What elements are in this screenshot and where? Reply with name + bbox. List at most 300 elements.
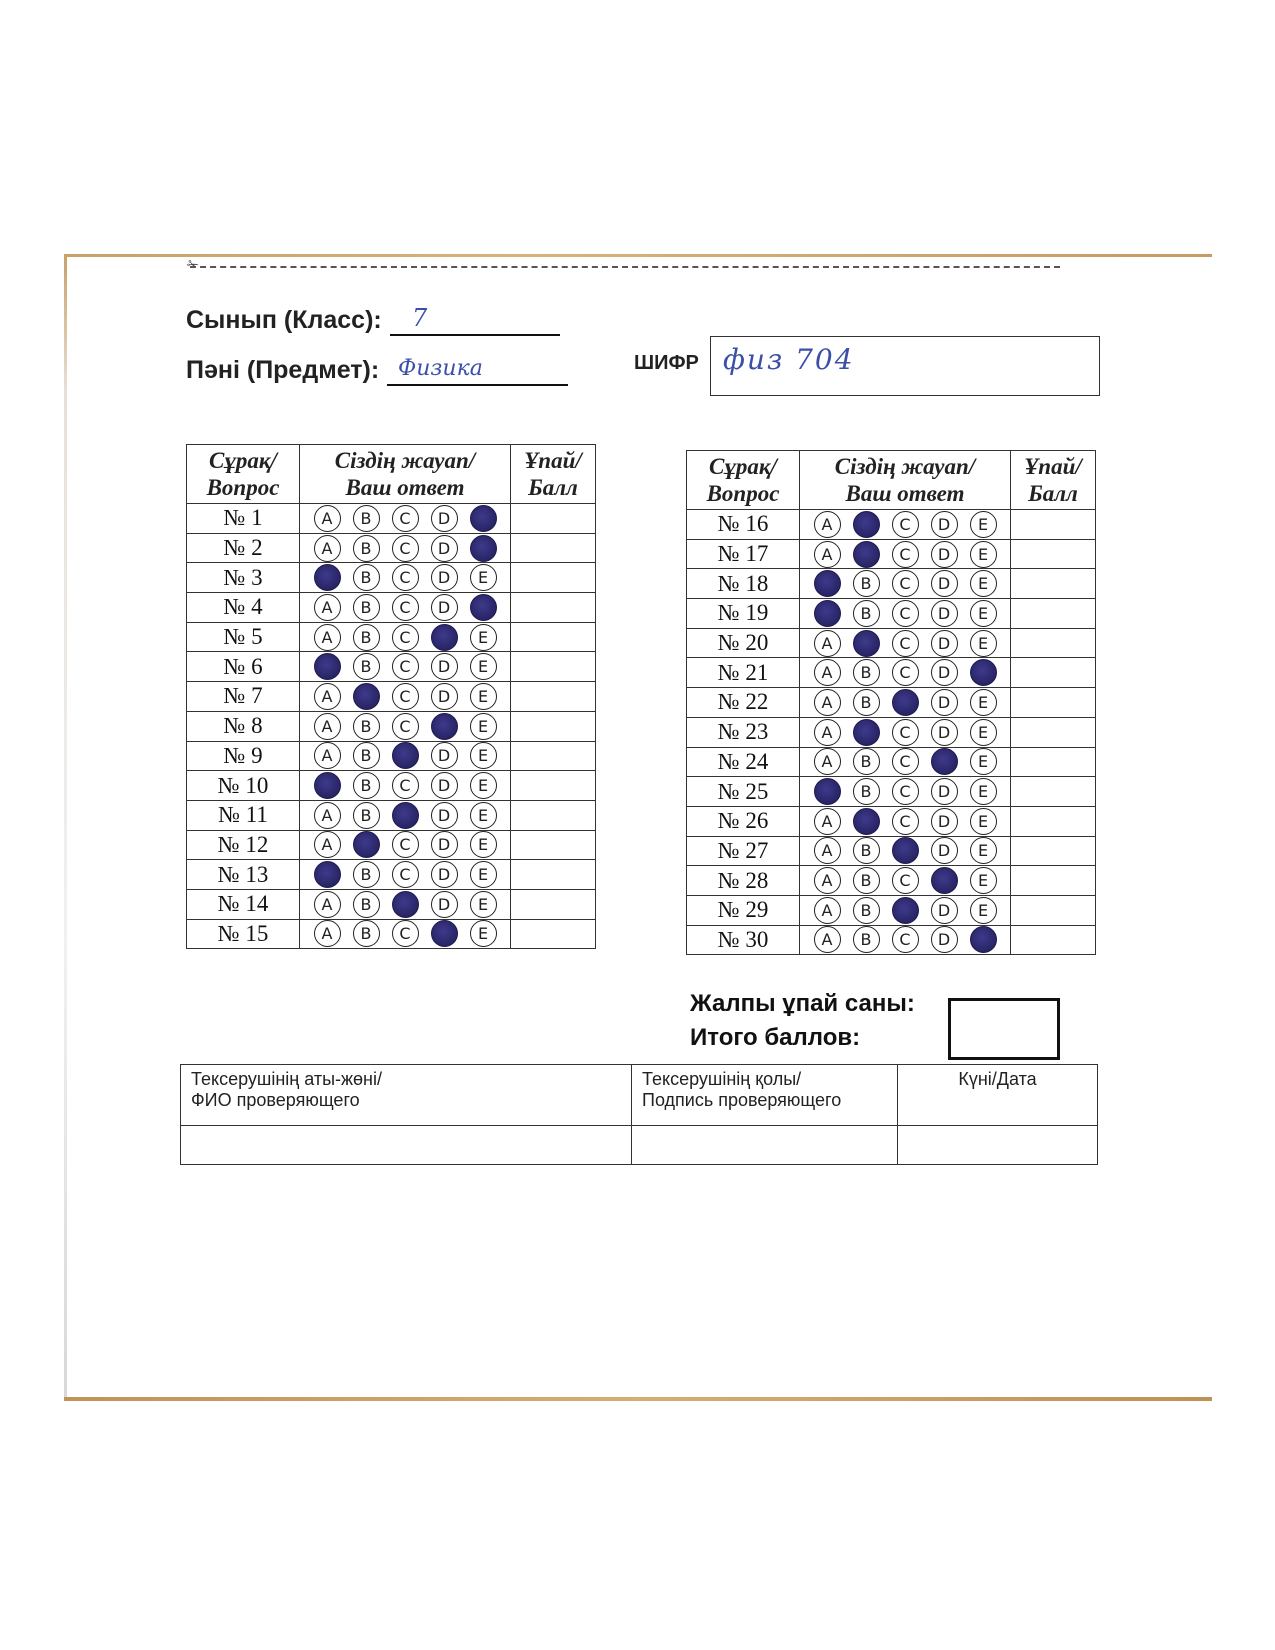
question-row: [687, 539, 1096, 569]
answer-bubbles: [800, 895, 1011, 925]
answer-bubbles: [800, 806, 1011, 836]
bubble-b[interactable]: B: [353, 505, 380, 532]
checker-signature-header: Тексерушінің қолы/ Подпись проверяющего: [632, 1065, 898, 1126]
question-row: [187, 800, 596, 830]
score-cell[interactable]: [511, 889, 596, 919]
bubble-c[interactable]: C: [392, 505, 419, 532]
bubble-a[interactable]: [814, 570, 841, 597]
question-number: № 16: [687, 510, 800, 540]
question-row: [687, 599, 1096, 629]
question-row: [187, 504, 596, 534]
bubble-d[interactable]: D: [431, 802, 458, 829]
bubble-b[interactable]: B: [353, 564, 380, 591]
bubble-a[interactable]: [314, 653, 341, 680]
answer-bubbles: [300, 622, 511, 652]
bubble-e[interactable]: E: [970, 778, 997, 805]
question-row: [187, 889, 596, 919]
bubble-e[interactable]: E: [970, 719, 997, 746]
bubble-d[interactable]: D: [931, 897, 958, 924]
bubble-c[interactable]: C: [392, 594, 419, 621]
cipher-value: физ 704: [723, 343, 855, 376]
bubble-b[interactable]: [853, 630, 880, 657]
bubble-b[interactable]: B: [353, 594, 380, 621]
question-row: [187, 622, 596, 652]
total-label-kz: Жалпы ұпай саны:: [690, 990, 915, 1017]
answer-bubbles: [300, 919, 511, 949]
question-row: [187, 919, 596, 949]
bubble-a[interactable]: A: [314, 920, 341, 947]
bubble-d[interactable]: [931, 748, 958, 775]
bubble-d[interactable]: D: [931, 808, 958, 835]
bubble-c[interactable]: C: [392, 831, 419, 858]
class-underline: [390, 334, 560, 336]
bubble-d[interactable]: D: [931, 837, 958, 864]
bubble-d[interactable]: D: [931, 778, 958, 805]
bubble-a[interactable]: [814, 600, 841, 627]
answers-table-right: [686, 450, 1096, 955]
answer-bubbles: [300, 741, 511, 771]
bubble-d[interactable]: D: [431, 505, 458, 532]
question-number: № 18: [687, 569, 800, 599]
question-row: [187, 830, 596, 860]
question-row: [187, 593, 596, 623]
bubble-d[interactable]: [431, 624, 458, 651]
question-number: № 9: [187, 741, 300, 771]
bubble-e[interactable]: E: [470, 713, 497, 740]
checker-name-cell[interactable]: [181, 1126, 632, 1165]
bubble-a[interactable]: A: [314, 742, 341, 769]
question-row: [687, 717, 1096, 747]
bubble-d[interactable]: D: [931, 630, 958, 657]
score-cell[interactable]: [1011, 777, 1096, 807]
bubble-a[interactable]: A: [314, 831, 341, 858]
bubble-c[interactable]: C: [392, 920, 419, 947]
bubble-d[interactable]: D: [431, 594, 458, 621]
bubble-e[interactable]: [470, 594, 497, 621]
bubble-b[interactable]: B: [353, 535, 380, 562]
score-cell[interactable]: [511, 682, 596, 712]
bubble-b[interactable]: B: [853, 778, 880, 805]
bubble-b[interactable]: B: [853, 570, 880, 597]
class-label: Сынып (Класс):: [186, 306, 382, 334]
bubble-c[interactable]: C: [392, 683, 419, 710]
bubble-c[interactable]: C: [892, 600, 919, 627]
answer-bubbles: [300, 563, 511, 593]
bubble-c[interactable]: C: [892, 541, 919, 568]
question-row: [687, 658, 1096, 688]
bubble-c[interactable]: C: [892, 748, 919, 775]
answer-bubbles: [800, 925, 1011, 955]
bubble-d[interactable]: D: [931, 689, 958, 716]
bubble-b[interactable]: [353, 683, 380, 710]
bubble-d[interactable]: D: [431, 772, 458, 799]
bubble-c[interactable]: [892, 837, 919, 864]
answer-bubbles: [300, 533, 511, 563]
cipher-label: ШИФР: [634, 352, 699, 374]
bubble-b[interactable]: [853, 541, 880, 568]
score-cell[interactable]: [511, 622, 596, 652]
question-header: Сұрақ/ Вопрос: [687, 451, 800, 510]
question-row: [687, 836, 1096, 866]
score-cell[interactable]: [1011, 688, 1096, 718]
bubble-b[interactable]: B: [853, 748, 880, 775]
score-cell[interactable]: [1011, 510, 1096, 540]
bubble-b[interactable]: B: [853, 600, 880, 627]
score-cell[interactable]: [1011, 658, 1096, 688]
answer-bubbles: [800, 717, 1011, 747]
bubble-e[interactable]: E: [970, 689, 997, 716]
bubble-a[interactable]: A: [314, 535, 341, 562]
score-cell[interactable]: [511, 830, 596, 860]
question-number: № 27: [687, 836, 800, 866]
bubble-b[interactable]: [853, 719, 880, 746]
total-label-ru: Итого баллов:: [690, 1024, 861, 1051]
bubble-e[interactable]: [470, 505, 497, 532]
cipher-box: [710, 336, 1100, 396]
bubble-d[interactable]: D: [431, 683, 458, 710]
bubble-e[interactable]: E: [970, 808, 997, 835]
question-number: № 22: [687, 688, 800, 718]
bubble-d[interactable]: D: [931, 570, 958, 597]
bubble-b[interactable]: B: [353, 742, 380, 769]
answer-bubbles: [300, 652, 511, 682]
bubble-c[interactable]: C: [892, 570, 919, 597]
date-cell[interactable]: [898, 1126, 1098, 1165]
question-number: № 11: [187, 800, 300, 830]
signoff-table: [180, 1064, 1098, 1165]
answer-bubbles: [300, 860, 511, 890]
bubble-c[interactable]: C: [392, 564, 419, 591]
answer-bubbles: [300, 682, 511, 712]
score-cell[interactable]: [1011, 925, 1096, 955]
question-row: [687, 510, 1096, 540]
bubble-e[interactable]: E: [470, 861, 497, 888]
bubble-d[interactable]: [431, 920, 458, 947]
bubble-a[interactable]: A: [814, 837, 841, 864]
bubble-d[interactable]: D: [431, 653, 458, 680]
bubble-e[interactable]: E: [970, 630, 997, 657]
question-row: [687, 866, 1096, 896]
question-row: [687, 895, 1096, 925]
bubble-c[interactable]: C: [392, 535, 419, 562]
bubble-c[interactable]: C: [892, 778, 919, 805]
score-cell[interactable]: [511, 593, 596, 623]
question-number: № 17: [687, 539, 800, 569]
bubble-b[interactable]: [853, 808, 880, 835]
score-cell[interactable]: [511, 800, 596, 830]
bubble-c[interactable]: C: [892, 511, 919, 538]
question-row: [187, 652, 596, 682]
score-cell[interactable]: [1011, 866, 1096, 896]
bubble-d[interactable]: D: [431, 564, 458, 591]
question-row: [687, 688, 1096, 718]
question-number: № 29: [687, 895, 800, 925]
question-number: № 8: [187, 711, 300, 741]
bubble-b[interactable]: B: [853, 926, 880, 953]
question-row: [187, 741, 596, 771]
answer-bubbles: [800, 628, 1011, 658]
score-cell[interactable]: [1011, 599, 1096, 629]
question-number: № 14: [187, 889, 300, 919]
bubble-d[interactable]: D: [931, 541, 958, 568]
cut-line: [190, 266, 1060, 268]
bubble-c[interactable]: C: [892, 630, 919, 657]
bubble-e[interactable]: E: [470, 624, 497, 651]
bubble-e[interactable]: [970, 926, 997, 953]
bubble-d[interactable]: D: [931, 511, 958, 538]
bubble-c[interactable]: C: [392, 772, 419, 799]
bubble-a[interactable]: A: [814, 689, 841, 716]
answer-bubbles: [300, 889, 511, 919]
answer-bubbles: [800, 747, 1011, 777]
question-number: № 12: [187, 830, 300, 860]
bubble-c[interactable]: C: [892, 867, 919, 894]
question-row: [687, 569, 1096, 599]
bubble-a[interactable]: A: [314, 713, 341, 740]
class-value: 7: [412, 304, 428, 332]
question-row: [687, 806, 1096, 836]
bubble-b[interactable]: B: [353, 772, 380, 799]
scissors-icon: ✁: [187, 256, 199, 272]
answer-header: Сіздің жауап/ Ваш ответ: [800, 451, 1011, 510]
answer-bubbles: [300, 771, 511, 801]
bubble-e[interactable]: E: [470, 742, 497, 769]
score-cell[interactable]: [1011, 569, 1096, 599]
question-number: № 15: [187, 919, 300, 949]
bubble-d[interactable]: D: [431, 742, 458, 769]
question-number: № 4: [187, 593, 300, 623]
bubble-e[interactable]: E: [970, 570, 997, 597]
bubble-b[interactable]: B: [353, 920, 380, 947]
question-row: [187, 563, 596, 593]
score-cell[interactable]: [1011, 806, 1096, 836]
question-number: № 25: [687, 777, 800, 807]
score-cell[interactable]: [511, 771, 596, 801]
answers-table-left: [186, 444, 596, 949]
bubble-b[interactable]: [853, 511, 880, 538]
bubble-c[interactable]: C: [392, 861, 419, 888]
score-cell[interactable]: [511, 711, 596, 741]
question-row: [187, 860, 596, 890]
bubble-a[interactable]: [314, 772, 341, 799]
bubble-a[interactable]: A: [814, 748, 841, 775]
question-number: № 23: [687, 717, 800, 747]
bubble-d[interactable]: [431, 713, 458, 740]
score-cell[interactable]: [1011, 895, 1096, 925]
bubble-c[interactable]: C: [892, 808, 919, 835]
bubble-e[interactable]: E: [970, 748, 997, 775]
bubble-e[interactable]: E: [970, 541, 997, 568]
bubble-b[interactable]: B: [853, 897, 880, 924]
checker-signature-cell[interactable]: [632, 1126, 898, 1165]
question-number: № 5: [187, 622, 300, 652]
bubble-e[interactable]: E: [470, 891, 497, 918]
scan-edge-bottom: [64, 1397, 1212, 1401]
question-number: № 26: [687, 806, 800, 836]
question-row: [187, 682, 596, 712]
bubble-a[interactable]: A: [814, 541, 841, 568]
score-cell[interactable]: [511, 504, 596, 534]
date-header: Күні/Дата: [898, 1065, 1098, 1126]
bubble-b[interactable]: B: [853, 689, 880, 716]
bubble-a[interactable]: A: [814, 867, 841, 894]
subject-label: Пәні (Предмет):: [186, 356, 380, 384]
answer-bubbles: [800, 569, 1011, 599]
bubble-a[interactable]: A: [814, 659, 841, 686]
bubble-b[interactable]: B: [853, 867, 880, 894]
score-cell[interactable]: [1011, 628, 1096, 658]
bubble-a[interactable]: A: [814, 511, 841, 538]
answer-header: Сіздің жауап/ Ваш ответ: [300, 445, 511, 504]
bubble-c[interactable]: [392, 891, 419, 918]
bubble-e[interactable]: E: [970, 897, 997, 924]
bubble-d[interactable]: D: [431, 831, 458, 858]
checker-name-header: Тексерушінің аты-жөні/ ФИО проверяющего: [181, 1065, 632, 1126]
bubble-a[interactable]: A: [814, 926, 841, 953]
answer-bubbles: [300, 711, 511, 741]
bubble-c[interactable]: C: [392, 624, 419, 651]
bubble-d[interactable]: D: [931, 926, 958, 953]
question-row: [687, 777, 1096, 807]
question-row: [687, 747, 1096, 777]
score-cell[interactable]: [1011, 539, 1096, 569]
bubble-b[interactable]: B: [853, 659, 880, 686]
answer-bubbles: [800, 866, 1011, 896]
answer-bubbles: [800, 599, 1011, 629]
bubble-b[interactable]: B: [353, 713, 380, 740]
bubble-a[interactable]: A: [314, 802, 341, 829]
answer-bubbles: [800, 688, 1011, 718]
bubble-d[interactable]: D: [431, 861, 458, 888]
bubble-a[interactable]: A: [314, 594, 341, 621]
question-number: № 19: [687, 599, 800, 629]
bubble-a[interactable]: A: [814, 808, 841, 835]
score-cell[interactable]: [511, 860, 596, 890]
bubble-a[interactable]: [314, 861, 341, 888]
subject-value: Физика: [398, 356, 483, 381]
bubble-a[interactable]: A: [314, 683, 341, 710]
bubble-a[interactable]: A: [814, 630, 841, 657]
bubble-e[interactable]: [470, 535, 497, 562]
question-number: № 1: [187, 504, 300, 534]
bubble-e[interactable]: E: [470, 920, 497, 947]
answer-bubbles: [300, 593, 511, 623]
question-header: Сұрақ/ Вопрос: [187, 445, 300, 504]
question-number: № 30: [687, 925, 800, 955]
bubble-c[interactable]: C: [892, 659, 919, 686]
question-row: [187, 533, 596, 563]
bubble-e[interactable]: E: [470, 831, 497, 858]
score-header: Ұпай/ Балл: [1011, 451, 1096, 510]
answer-bubbles: [800, 836, 1011, 866]
bubble-c[interactable]: [392, 742, 419, 769]
bubble-a[interactable]: [314, 564, 341, 591]
question-number: № 21: [687, 658, 800, 688]
bubble-a[interactable]: A: [814, 897, 841, 924]
bubble-e[interactable]: E: [970, 511, 997, 538]
bubble-c[interactable]: C: [892, 926, 919, 953]
question-row: [687, 925, 1096, 955]
answer-bubbles: [300, 504, 511, 534]
bubble-d[interactable]: D: [931, 659, 958, 686]
bubble-c[interactable]: C: [392, 653, 419, 680]
score-cell[interactable]: [511, 652, 596, 682]
bubble-a[interactable]: A: [314, 505, 341, 532]
bubble-c[interactable]: [392, 802, 419, 829]
bubble-a[interactable]: A: [314, 624, 341, 651]
question-number: № 24: [687, 747, 800, 777]
question-number: № 6: [187, 652, 300, 682]
question-row: [687, 628, 1096, 658]
bubble-d[interactable]: D: [431, 891, 458, 918]
score-cell[interactable]: [511, 919, 596, 949]
bubble-a[interactable]: [814, 778, 841, 805]
bubble-c[interactable]: [892, 689, 919, 716]
question-number: № 10: [187, 771, 300, 801]
question-number: № 3: [187, 563, 300, 593]
score-cell[interactable]: [1011, 836, 1096, 866]
answer-bubbles: [300, 830, 511, 860]
score-cell[interactable]: [511, 563, 596, 593]
bubble-e[interactable]: E: [970, 600, 997, 627]
score-cell[interactable]: [511, 741, 596, 771]
answer-bubbles: [800, 510, 1011, 540]
score-cell[interactable]: [1011, 747, 1096, 777]
bubble-a[interactable]: A: [814, 719, 841, 746]
bubble-d[interactable]: D: [931, 719, 958, 746]
bubble-e[interactable]: E: [470, 564, 497, 591]
bubble-b[interactable]: [353, 831, 380, 858]
bubble-e[interactable]: E: [970, 867, 997, 894]
bubble-e[interactable]: E: [470, 802, 497, 829]
bubble-d[interactable]: D: [431, 535, 458, 562]
answer-bubbles: [800, 539, 1011, 569]
question-number: № 7: [187, 682, 300, 712]
bubble-e[interactable]: E: [470, 683, 497, 710]
score-cell[interactable]: [511, 533, 596, 563]
bubble-e[interactable]: E: [470, 653, 497, 680]
bubble-b[interactable]: B: [353, 891, 380, 918]
answer-bubbles: [800, 658, 1011, 688]
bubble-b[interactable]: B: [353, 861, 380, 888]
question-number: № 2: [187, 533, 300, 563]
total-score-box[interactable]: [948, 998, 1060, 1060]
bubble-c[interactable]: [892, 897, 919, 924]
bubble-d[interactable]: D: [931, 600, 958, 627]
bubble-b[interactable]: B: [853, 837, 880, 864]
question-row: [187, 711, 596, 741]
question-row: [187, 771, 596, 801]
bubble-e[interactable]: E: [470, 772, 497, 799]
bubble-a[interactable]: A: [314, 891, 341, 918]
score-header: Ұпай/ Балл: [511, 445, 596, 504]
answer-bubbles: [800, 777, 1011, 807]
answer-bubbles: [300, 800, 511, 830]
bubble-b[interactable]: B: [353, 653, 380, 680]
bubble-b[interactable]: B: [353, 802, 380, 829]
bubble-d[interactable]: [931, 867, 958, 894]
subject-underline: [387, 384, 568, 386]
score-cell[interactable]: [1011, 717, 1096, 747]
bubble-b[interactable]: B: [353, 624, 380, 651]
bubble-c[interactable]: C: [392, 713, 419, 740]
question-number: № 28: [687, 866, 800, 896]
bubble-e[interactable]: [970, 659, 997, 686]
bubble-c[interactable]: C: [892, 719, 919, 746]
question-number: № 20: [687, 628, 800, 658]
bubble-e[interactable]: E: [970, 837, 997, 864]
question-number: № 13: [187, 860, 300, 890]
